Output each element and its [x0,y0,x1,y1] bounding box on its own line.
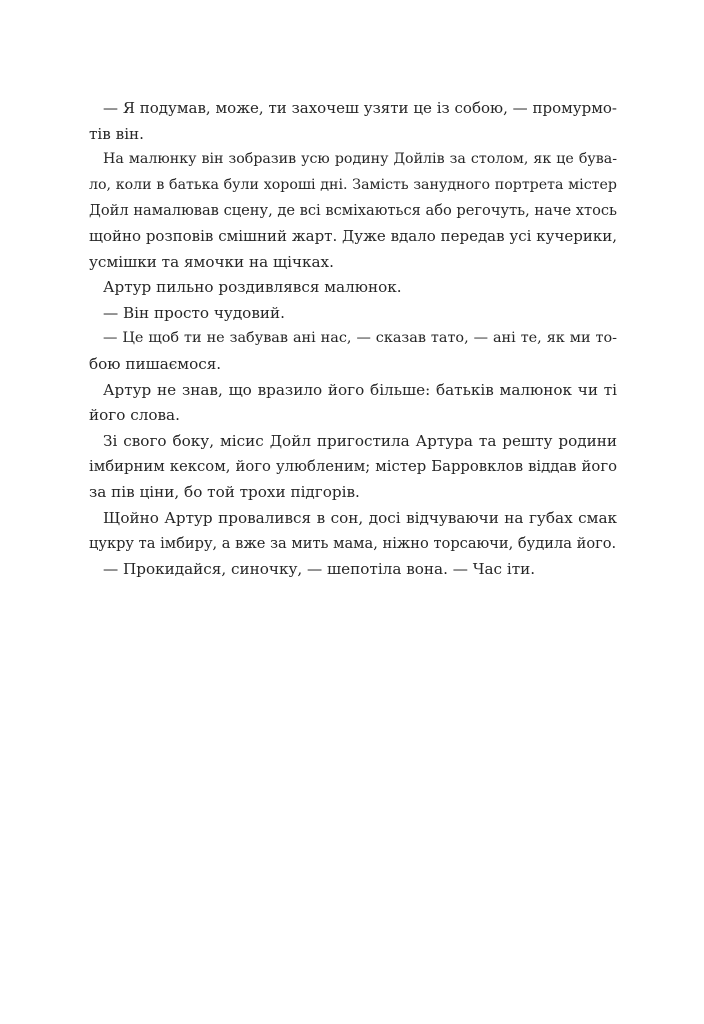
text-line: Зі свого боку, місис Дойл пригостила Артура та решту родини [103,431,617,450]
text-line: усмішки та ямочки на щічках. [89,252,334,271]
text-line: ло, коли в батька були хороші дні. Замість занудного портрета містер [89,176,617,193]
text-line: Артур пильно роздивлявся малюнок. [103,278,402,297]
paragraph [89,326,617,377]
text-line: — Він просто чудовий. [103,303,285,322]
text-line: щойно розповів смішний жарт. Дуже вдало передав усі кучерики, [89,226,617,245]
paragraph [89,301,617,327]
text-line: Дойл намалював сцену, де всі всміхаються або регочуть, наче хтось [89,202,617,220]
text-line: — Я подумав, може, ти захочеш узяти це із собою, — промурмо- [103,99,617,117]
text-line: за пів ціни, бо той трохи підгорів. [89,482,360,501]
paragraph [89,147,617,275]
text-line: бою пишаємося. [89,354,222,373]
text-line: На малюнку він зобразив усю родину Дойлів за столом, як це бува- [103,151,617,168]
text-line: — Прокидайся, синочку, — шепотіла вона. — Час іти. [103,559,536,578]
text-line: імбирним кексом, його улюбленим; містер Барровклов віддав його [89,458,617,476]
paragraph [89,275,617,301]
paragraph [89,378,617,429]
body-text [89,96,617,582]
text-line: — Це щоб ти не забував ані нас, — сказав тато, — ані те, як ми то- [103,330,617,347]
text-line: його слова. [89,406,180,425]
text-line: цукру та імбиру, а вже за мить мама, ніжно торсаючи, будила його. [89,535,617,553]
paragraph [89,506,617,557]
paragraph [89,557,617,583]
text-line: Щойно Артур провалився в сон, досі відчуваючи на губах смак [103,508,617,527]
text-line: Артур не знав, що вразило його більше: батьків малюнок чи ті [103,380,617,399]
paragraph [89,96,617,147]
text-line: тів він. [89,124,144,143]
paragraph [89,429,617,506]
